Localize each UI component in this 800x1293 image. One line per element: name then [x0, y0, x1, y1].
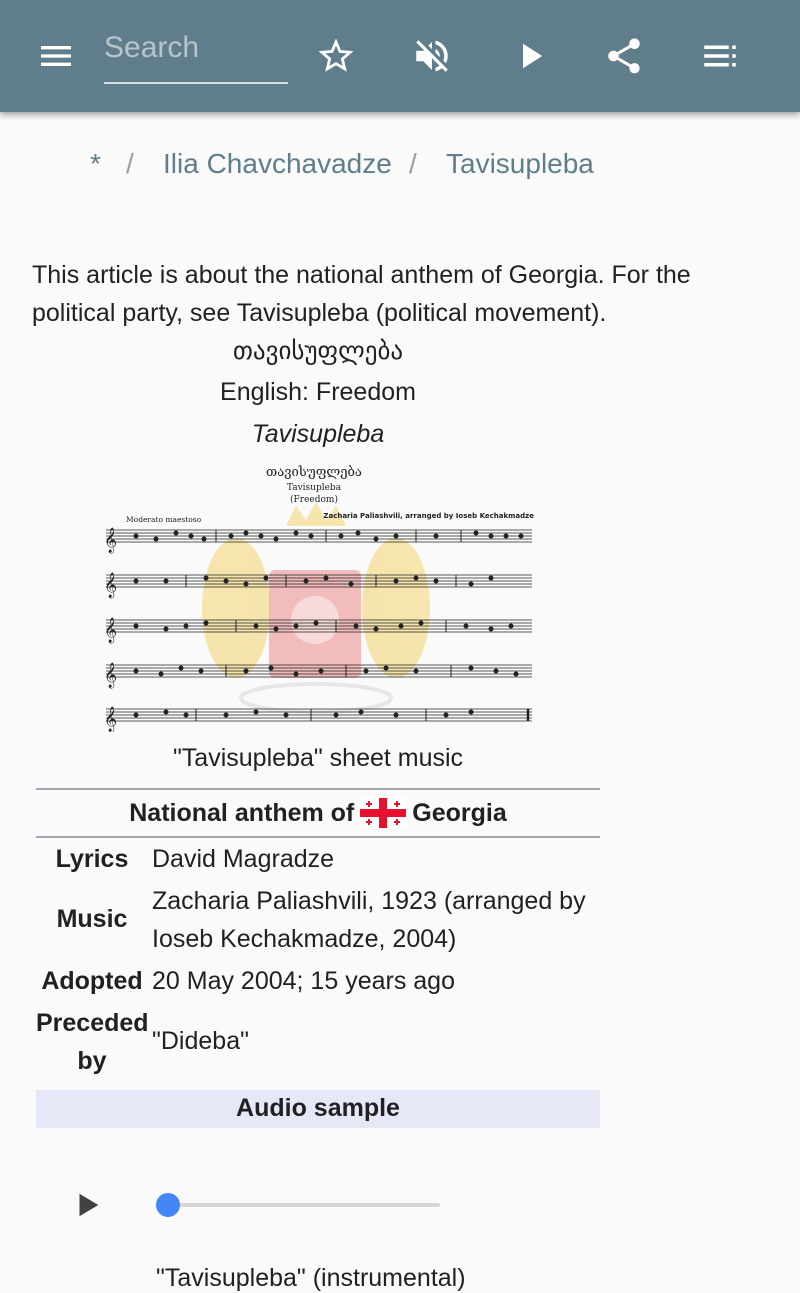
search-input[interactable] — [104, 24, 288, 72]
contents-button[interactable] — [696, 32, 744, 80]
svg-text:𝄞: 𝄞 — [104, 528, 118, 553]
hatnote-line[interactable]: political party, see Tavisupleba (political movement). — [32, 299, 607, 327]
infobox-value-line[interactable]: Zacharia Paliashvili, 1923 (arranged by — [152, 887, 586, 915]
sheet-subtitle: Tavisupleba — [286, 483, 342, 493]
infobox-value-preceded-by[interactable]: "Dideba" — [152, 1027, 249, 1055]
infobox-heading — [36, 788, 600, 838]
share-icon — [603, 35, 645, 77]
app-bar — [0, 0, 800, 112]
sheet-music-caption: "Tavisupleba" sheet music — [172, 744, 464, 772]
breadcrumb — [0, 148, 800, 188]
audio-caption: "Tavisupleba" (instrumental) — [156, 1264, 466, 1292]
infobox-label-line: Preceded — [36, 1009, 149, 1037]
infobox-label-music: Music — [56, 905, 128, 933]
hatnote — [32, 256, 772, 332]
volume-off-icon — [411, 35, 453, 77]
play-icon — [509, 35, 551, 77]
breadcrumb-root[interactable]: * — [90, 148, 101, 179]
georgia-flag-icon — [360, 798, 406, 828]
native-title: თავისუფლება — [232, 337, 404, 365]
composer-credit: Zacharia Paliashvili, arranged by Ioseb Kechakmadze — [323, 512, 534, 520]
audio-sample-heading: Audio sample — [36, 1090, 600, 1128]
star-icon — [315, 35, 357, 77]
share-button[interactable] — [600, 32, 648, 80]
svg-text:𝄞: 𝄞 — [104, 663, 118, 688]
infobox-value-lyrics[interactable]: David Magradze — [152, 845, 335, 873]
italic-title: Tavisupleba — [251, 420, 385, 448]
infobox-heading-country[interactable]: Georgia — [412, 798, 507, 827]
sheet-subtitle: (Freedom) — [290, 495, 338, 505]
list-icon — [699, 35, 741, 77]
breadcrumb-separator: / — [126, 148, 134, 179]
sheet-music-figure — [96, 458, 540, 732]
svg-text:𝄞: 𝄞 — [104, 707, 118, 732]
audio-seek-thumb[interactable] — [156, 1193, 180, 1217]
svg-text:𝄞: 𝄞 — [104, 573, 118, 598]
bookmark-button[interactable] — [312, 32, 360, 80]
hatnote-line: This article is about the national anthem of Georgia. For the — [32, 261, 691, 289]
breadcrumb-current[interactable]: Tavisupleba — [446, 148, 594, 179]
tempo-marking: Moderato maestoso — [126, 515, 202, 524]
coat-of-arms-watermark — [202, 502, 430, 712]
infobox-label-adopted: Adopted — [41, 967, 143, 995]
menu-icon — [36, 36, 76, 76]
infobox-label-preceded-by — [36, 1004, 148, 1080]
infobox-value-adopted: 20 May 2004; 15 years ago — [152, 967, 455, 995]
mute-button[interactable] — [408, 32, 456, 80]
svg-text:𝄞: 𝄞 — [104, 618, 118, 643]
sheet-title: თავისუფლება — [266, 465, 362, 480]
infobox-label-line: by — [77, 1047, 107, 1075]
infobox-label-lyrics: Lyrics — [55, 845, 129, 873]
audio-play-button[interactable] — [62, 1180, 112, 1230]
infobox-value-music — [152, 882, 602, 958]
clefs — [104, 527, 117, 732]
breadcrumb-parent[interactable]: Ilia Chavchavadze — [163, 148, 392, 179]
breadcrumb-separator: / — [409, 148, 417, 179]
english-title: English: Freedom — [220, 378, 416, 406]
search-field[interactable] — [104, 24, 288, 84]
read-aloud-button[interactable] — [506, 32, 554, 80]
audio-seek-track[interactable] — [168, 1203, 440, 1207]
sheet-music-image[interactable] — [96, 458, 540, 732]
infobox-value-line[interactable]: Ioseb Kechakmadze, 2004) — [152, 925, 457, 953]
play-icon — [72, 1190, 102, 1220]
infobox-heading-prefix: National anthem of — [129, 798, 355, 827]
menu-button[interactable] — [32, 32, 80, 80]
